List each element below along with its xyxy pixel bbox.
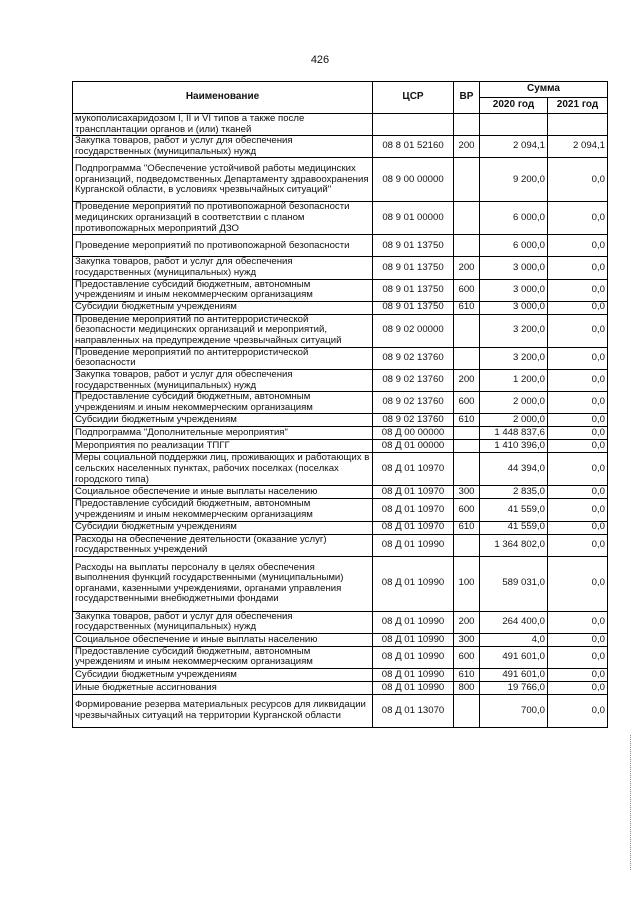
table-row — [73, 369, 608, 391]
row-2021-cell: 0,0 — [548, 486, 608, 499]
header-year-2021: 2021 год — [548, 98, 608, 114]
row-name-cell: Проведение мероприятий по антитеррористической безопасности медицинских организаций и мероприятий, направленных на предупреждение чрезвычайных ситуаций — [73, 314, 373, 347]
row-2021-cell: 0,0 — [548, 440, 608, 453]
table-row — [73, 682, 608, 695]
row-csr-cell: 08 Д 01 10990 — [373, 534, 454, 556]
row-2020-cell: 4,0 — [480, 633, 548, 646]
row-2021-cell: 0,0 — [548, 611, 608, 633]
row-name-cell: Субсидии бюджетным учреждениям — [73, 521, 373, 534]
row-2020-cell: 2 094,1 — [480, 136, 548, 158]
table-row — [73, 235, 608, 257]
row-vr-cell — [454, 427, 480, 440]
row-name-cell: Предоставление субсидий бюджетным, автономным учреждениям и иным некоммерческим организациям — [73, 499, 373, 521]
row-vr-cell — [454, 314, 480, 347]
row-vr-cell: 610 — [454, 669, 480, 682]
row-2021-cell: 0,0 — [548, 257, 608, 279]
row-2020-cell: 6 000,0 — [480, 202, 548, 235]
row-name-cell: Проведение мероприятий по противопожарной безопасности — [73, 235, 373, 257]
row-name-cell: Подпрограмма "Обеспечение устойчивой работы медицинских организаций, подведомственных Департаменту здравоохранения Курганской области, в условиях чрезвычайных ситуаций" — [73, 158, 373, 202]
row-name-cell: Субсидии бюджетным учреждениям — [73, 414, 373, 427]
row-name-cell: Предоставление субсидий бюджетным, автономным учреждениям и иным некоммерческим организациям — [73, 646, 373, 668]
row-2020-cell: 264 400,0 — [480, 611, 548, 633]
row-vr-cell: 200 — [454, 369, 480, 391]
row-2020-cell: 41 559,0 — [480, 499, 548, 521]
table-row — [73, 136, 608, 158]
row-2021-cell: 0,0 — [548, 499, 608, 521]
table-row — [73, 440, 608, 453]
row-name-cell: Закупка товаров, работ и услуг для обеспечения государственных (муниципальных) нужд — [73, 257, 373, 279]
row-csr-cell — [373, 114, 454, 136]
row-csr-cell: 08 9 02 13760 — [373, 392, 454, 414]
row-name-cell: Социальное обеспечение и иные выплаты населению — [73, 633, 373, 646]
row-2021-cell — [548, 114, 608, 136]
row-2020-cell: 3 200,0 — [480, 314, 548, 347]
row-csr-cell: 08 Д 01 10990 — [373, 669, 454, 682]
table-row — [73, 279, 608, 301]
header-year-2020: 2020 год — [480, 98, 548, 114]
row-csr-cell: 08 Д 01 10990 — [373, 646, 454, 668]
row-2021-cell: 0,0 — [548, 521, 608, 534]
row-2021-cell: 0,0 — [548, 427, 608, 440]
row-2021-cell: 0,0 — [548, 314, 608, 347]
row-csr-cell: 08 Д 01 10990 — [373, 633, 454, 646]
table-row — [73, 202, 608, 235]
row-vr-cell: 600 — [454, 279, 480, 301]
row-csr-cell: 08 9 02 13760 — [373, 414, 454, 427]
row-2021-cell: 0,0 — [548, 414, 608, 427]
row-2021-cell: 0,0 — [548, 534, 608, 556]
row-name-cell: Меры социальной поддержки лиц, проживающих и работающих в сельских населенных пунктах, рабочих поселках (поселках городского типа) — [73, 453, 373, 486]
row-name-cell: Формирование резерва материальных ресурсов для ликвидации чрезвычайных ситуаций на территории Курганской области — [73, 695, 373, 728]
row-csr-cell: 08 9 02 13760 — [373, 347, 454, 369]
row-vr-cell — [454, 235, 480, 257]
header-csr: ЦСР — [373, 82, 454, 114]
row-2021-cell: 0,0 — [548, 392, 608, 414]
row-2021-cell: 0,0 — [548, 279, 608, 301]
row-2020-cell: 3 200,0 — [480, 347, 548, 369]
table-row — [73, 347, 608, 369]
row-vr-cell — [454, 695, 480, 728]
table-row — [73, 114, 608, 136]
row-2020-cell: 6 000,0 — [480, 235, 548, 257]
header-name: Наименование — [73, 82, 373, 114]
table-row — [73, 633, 608, 646]
row-2020-cell: 2 835,0 — [480, 486, 548, 499]
row-2020-cell: 491 601,0 — [480, 646, 548, 668]
row-2020-cell: 2 000,0 — [480, 414, 548, 427]
row-vr-cell: 610 — [454, 521, 480, 534]
row-name-cell: Проведение мероприятий по антитеррористической безопасности — [73, 347, 373, 369]
row-name-cell: Подпрограмма "Дополнительные мероприятия" — [73, 427, 373, 440]
row-csr-cell: 08 Д 01 10970 — [373, 521, 454, 534]
row-vr-cell: 600 — [454, 392, 480, 414]
row-2020-cell: 700,0 — [480, 695, 548, 728]
row-2020-cell: 3 000,0 — [480, 301, 548, 314]
row-csr-cell: 08 Д 01 10990 — [373, 682, 454, 695]
table-row — [73, 427, 608, 440]
row-vr-cell — [454, 347, 480, 369]
row-csr-cell: 08 9 01 13750 — [373, 301, 454, 314]
row-2021-cell: 0,0 — [548, 369, 608, 391]
row-vr-cell — [454, 202, 480, 235]
row-name-cell: Предоставление субсидий бюджетным, автономным учреждениям и иным некоммерческим организациям — [73, 279, 373, 301]
row-2021-cell: 0,0 — [548, 235, 608, 257]
row-2021-cell: 0,0 — [548, 301, 608, 314]
table-row — [73, 486, 608, 499]
row-vr-cell: 300 — [454, 633, 480, 646]
table-row — [73, 669, 608, 682]
table-row — [73, 611, 608, 633]
budget-table — [72, 81, 608, 728]
row-2021-cell: 2 094,1 — [548, 136, 608, 158]
table-row — [73, 453, 608, 486]
row-csr-cell: 08 Д 00 00000 — [373, 427, 454, 440]
table-row — [73, 414, 608, 427]
row-vr-cell: 800 — [454, 682, 480, 695]
margin-mark — [630, 735, 634, 870]
row-csr-cell: 08 Д 01 00000 — [373, 440, 454, 453]
row-csr-cell: 08 Д 01 10990 — [373, 611, 454, 633]
row-vr-cell — [454, 440, 480, 453]
table-row — [73, 257, 608, 279]
row-2020-cell: 1 364 802,0 — [480, 534, 548, 556]
row-name-cell: Расходы на обеспечение деятельности (оказание услуг) государственных учреждений — [73, 534, 373, 556]
row-name-cell: Закупка товаров, работ и услуг для обеспечения государственных (муниципальных) нужд — [73, 611, 373, 633]
table-row — [73, 314, 608, 347]
row-name-cell: Закупка товаров, работ и услуг для обеспечения государственных (муниципальных) нужд — [73, 369, 373, 391]
row-2021-cell: 0,0 — [548, 682, 608, 695]
row-2021-cell: 0,0 — [548, 158, 608, 202]
row-vr-cell — [454, 114, 480, 136]
row-vr-cell: 600 — [454, 646, 480, 668]
row-name-cell: Предоставление субсидий бюджетным, автономным учреждениям и иным некоммерческим организациям — [73, 392, 373, 414]
row-csr-cell: 08 Д 01 13070 — [373, 695, 454, 728]
row-2021-cell: 0,0 — [548, 453, 608, 486]
row-vr-cell: 100 — [454, 556, 480, 611]
row-2020-cell: 3 000,0 — [480, 257, 548, 279]
row-name-cell: Субсидии бюджетным учреждениям — [73, 301, 373, 314]
row-2021-cell: 0,0 — [548, 646, 608, 668]
row-csr-cell: 08 Д 01 10990 — [373, 556, 454, 611]
row-name-cell: Расходы на выплаты персоналу в целях обеспечения выполнения функций государственными (муниципальными) органами, казенными учреждениями, органами управления государственными внебюджетными фондами — [73, 556, 373, 611]
row-2021-cell: 0,0 — [548, 347, 608, 369]
row-2021-cell: 0,0 — [548, 669, 608, 682]
row-vr-cell: 200 — [454, 136, 480, 158]
table-row — [73, 534, 608, 556]
row-name-cell: Проведение мероприятий по противопожарной безопасности медицинских организаций в соответствии с планом противопожарных мероприятий ДЗО — [73, 202, 373, 235]
table-row — [73, 301, 608, 314]
row-name-cell: Закупка товаров, работ и услуг для обеспечения государственных (муниципальных) нужд — [73, 136, 373, 158]
row-vr-cell — [454, 453, 480, 486]
row-csr-cell: 08 Д 01 10970 — [373, 499, 454, 521]
table-row — [73, 499, 608, 521]
row-csr-cell: 08 9 01 13750 — [373, 235, 454, 257]
row-csr-cell: 08 Д 01 10970 — [373, 486, 454, 499]
page-number: 426 — [310, 54, 330, 66]
table-row — [73, 646, 608, 668]
row-2020-cell: 1 200,0 — [480, 369, 548, 391]
row-2021-cell: 0,0 — [548, 695, 608, 728]
row-2020-cell: 2 000,0 — [480, 392, 548, 414]
row-2020-cell: 19 766,0 — [480, 682, 548, 695]
row-vr-cell: 200 — [454, 257, 480, 279]
row-csr-cell: 08 9 02 13760 — [373, 369, 454, 391]
row-csr-cell: 08 9 00 00000 — [373, 158, 454, 202]
header-vr: ВР — [454, 82, 480, 114]
row-vr-cell: 610 — [454, 301, 480, 314]
row-vr-cell: 300 — [454, 486, 480, 499]
row-2021-cell: 0,0 — [548, 202, 608, 235]
row-2020-cell: 491 601,0 — [480, 669, 548, 682]
row-2020-cell: 44 394,0 — [480, 453, 548, 486]
table-row — [73, 158, 608, 202]
row-2020-cell: 589 031,0 — [480, 556, 548, 611]
row-name-cell: Мероприятия по реализации ТПГГ — [73, 440, 373, 453]
row-2021-cell: 0,0 — [548, 633, 608, 646]
row-csr-cell: 08 9 01 13750 — [373, 279, 454, 301]
row-2020-cell — [480, 114, 548, 136]
row-csr-cell: 08 9 01 00000 — [373, 202, 454, 235]
row-csr-cell: 08 9 02 00000 — [373, 314, 454, 347]
table-row — [73, 695, 608, 728]
header-sum: Сумма — [480, 82, 608, 98]
row-name-cell: Субсидии бюджетным учреждениям — [73, 669, 373, 682]
row-name-cell: Социальное обеспечение и иные выплаты населению — [73, 486, 373, 499]
row-vr-cell — [454, 158, 480, 202]
row-vr-cell — [454, 534, 480, 556]
row-2020-cell: 1 410 396,0 — [480, 440, 548, 453]
row-csr-cell: 08 8 01 52160 — [373, 136, 454, 158]
table-row — [73, 556, 608, 611]
row-vr-cell: 600 — [454, 499, 480, 521]
row-csr-cell: 08 Д 01 10970 — [373, 453, 454, 486]
row-2020-cell: 3 000,0 — [480, 279, 548, 301]
row-vr-cell: 610 — [454, 414, 480, 427]
row-name-cell: мукополисахаридозом I, II и VI типов а также после трансплантации органов и (или) тканей — [73, 114, 373, 136]
row-csr-cell: 08 9 01 13750 — [373, 257, 454, 279]
row-2020-cell: 9 200,0 — [480, 158, 548, 202]
row-name-cell: Иные бюджетные ассигнования — [73, 682, 373, 695]
row-2021-cell: 0,0 — [548, 556, 608, 611]
table-row — [73, 392, 608, 414]
row-2020-cell: 41 559,0 — [480, 521, 548, 534]
row-vr-cell: 200 — [454, 611, 480, 633]
row-2020-cell: 1 448 837,6 — [480, 427, 548, 440]
table-row — [73, 521, 608, 534]
